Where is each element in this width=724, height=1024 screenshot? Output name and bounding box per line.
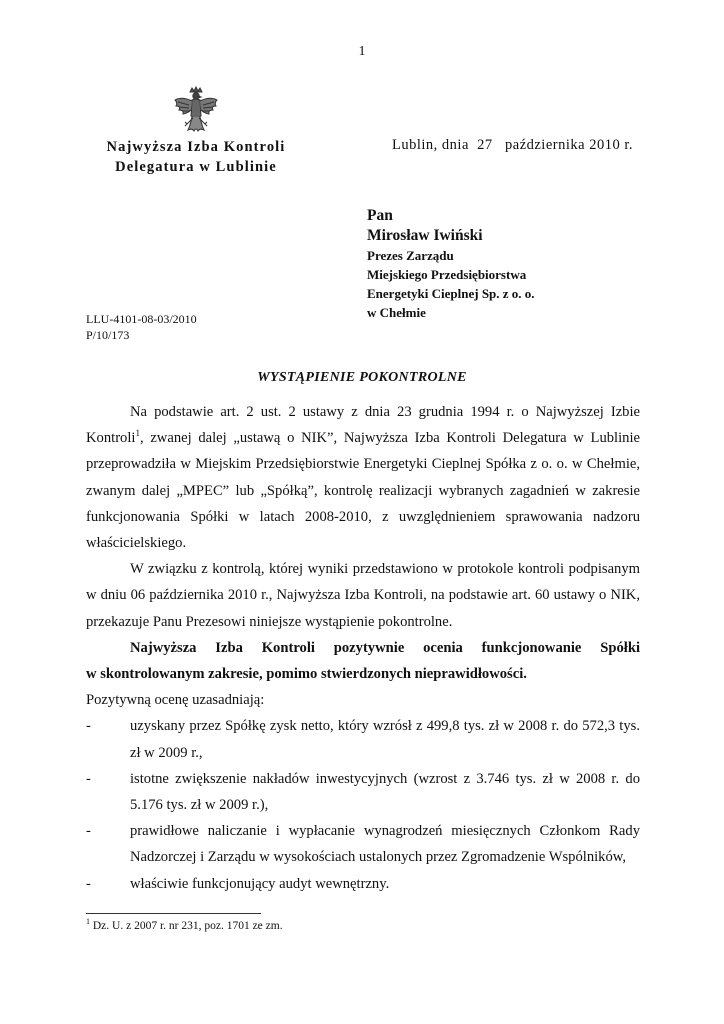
list-dash: - [86, 875, 91, 892]
recipient-org-line2: Energetyki Cieplnej Sp. z o. o. [367, 286, 535, 301]
recipient-org-line1: Miejskiego Przedsiębiorstwa [367, 267, 527, 282]
footnote-text: Dz. U. z 2007 r. nr 231, poz. 1701 ze zm. [90, 920, 283, 932]
list-dash: - [86, 823, 91, 840]
institution-branch: Delegatura w Lublinie [115, 159, 277, 175]
footnote-reference: 1 [135, 428, 140, 439]
list-item-text: istotne zwiększenie nakładów inwestycyjnych (wzrost z 3.746 tys. zł w 2008 r. do 5.176 tys. zł w 2009 r.), [130, 770, 640, 814]
paragraph-legal-basis-start: Na podstawie art. 2 ust. 2 ustawy z dnia 23 grudnia 1994 r. o Najwyższej Izbie Kontroli [86, 404, 640, 447]
list-item-text: właściwie funkcjonujący audyt wewnętrzny. [130, 875, 390, 892]
recipient-salutation: Pan [367, 207, 393, 224]
letter-body [86, 399, 640, 897]
justification-intro: Pozytywną ocenę uzasadniają: [86, 692, 265, 709]
date-line: Lublin, dnia 27 października 2010 r. [392, 137, 633, 153]
assessment-line1: Najwyższa Izba Kontroli pozytywnie ocenia funkcjonowanie Spółki [130, 639, 640, 656]
recipient-position: Prezes Zarządu [367, 248, 454, 263]
paragraph-legal-basis-rest: , zwanej dalej „ustawą o NIK”, Najwyższa Izba Kontroli Delegatura w Lublinie przeprowadziła w Miejskim Przedsiębiorstwie Energetyki Cieplnej Spółka z o. o. w Chełmie, zwanym dalej „MPEC” lub „Spółką”, kontrolę realizacji wybranych zagadnień w zakresie funkcjonowania Spółki w latach 2008-2010, z uwzględnieniem sprawowania nadzoru właścicielskiego. [86, 430, 640, 552]
paragraph-protocol: W związku z kontrolą, której wyniki przedstawiono w protokole kontroli podpisanym w dniu 06 października 2010 r., Najwyższa Izba Kontroli, na podstawie art. 60 ustawy o NIK, przekazuje Panu Prezesowi niniejsze wystąpienie pokontrolne. [86, 561, 640, 630]
case-number: LLU-4101-08-03/2010 [86, 312, 197, 326]
footnote [86, 917, 283, 932]
list-item [86, 871, 640, 897]
recipient-block [367, 206, 535, 322]
list-dash: - [86, 718, 91, 735]
recipient-location: w Chełmie [367, 305, 426, 320]
assessment-line2: w skontrolowanym zakresie, pomimo stwierdzonych nieprawidłowości. [86, 666, 527, 683]
document-title: WYSTĄPIENIE POKONTROLNE [257, 370, 467, 385]
list-dash: - [86, 770, 91, 787]
list-item-text: prawidłowe naliczanie i wypłacanie wynagrodzeń miesięcznych Członkom Rady Nadzorczej i Zarządu w wysokościach ustalonych przez Zgromadzenie Wspólników, [130, 823, 640, 866]
footnote-separator [86, 913, 261, 914]
institution-name: Najwyższa Izba Kontroli [106, 139, 286, 155]
paragraph-legal-basis [86, 399, 640, 556]
institution-block [86, 137, 306, 177]
footnote-marker: 1 [86, 917, 90, 927]
list-item-text: uzyskany przez Spółkę zysk netto, który wzrósł z 499,8 tys. zł w 2008 r. do 572,3 tys. zł w 2009 r., [130, 718, 640, 761]
list-item [86, 818, 640, 870]
reference-block [86, 311, 197, 343]
recipient-name: Mirosław Iwiński [367, 227, 483, 244]
control-number: P/10/173 [86, 328, 130, 342]
list-item [86, 766, 640, 818]
list-item [86, 713, 640, 765]
page-number: 1 [358, 44, 366, 59]
polish-eagle-emblem-icon [172, 86, 220, 138]
